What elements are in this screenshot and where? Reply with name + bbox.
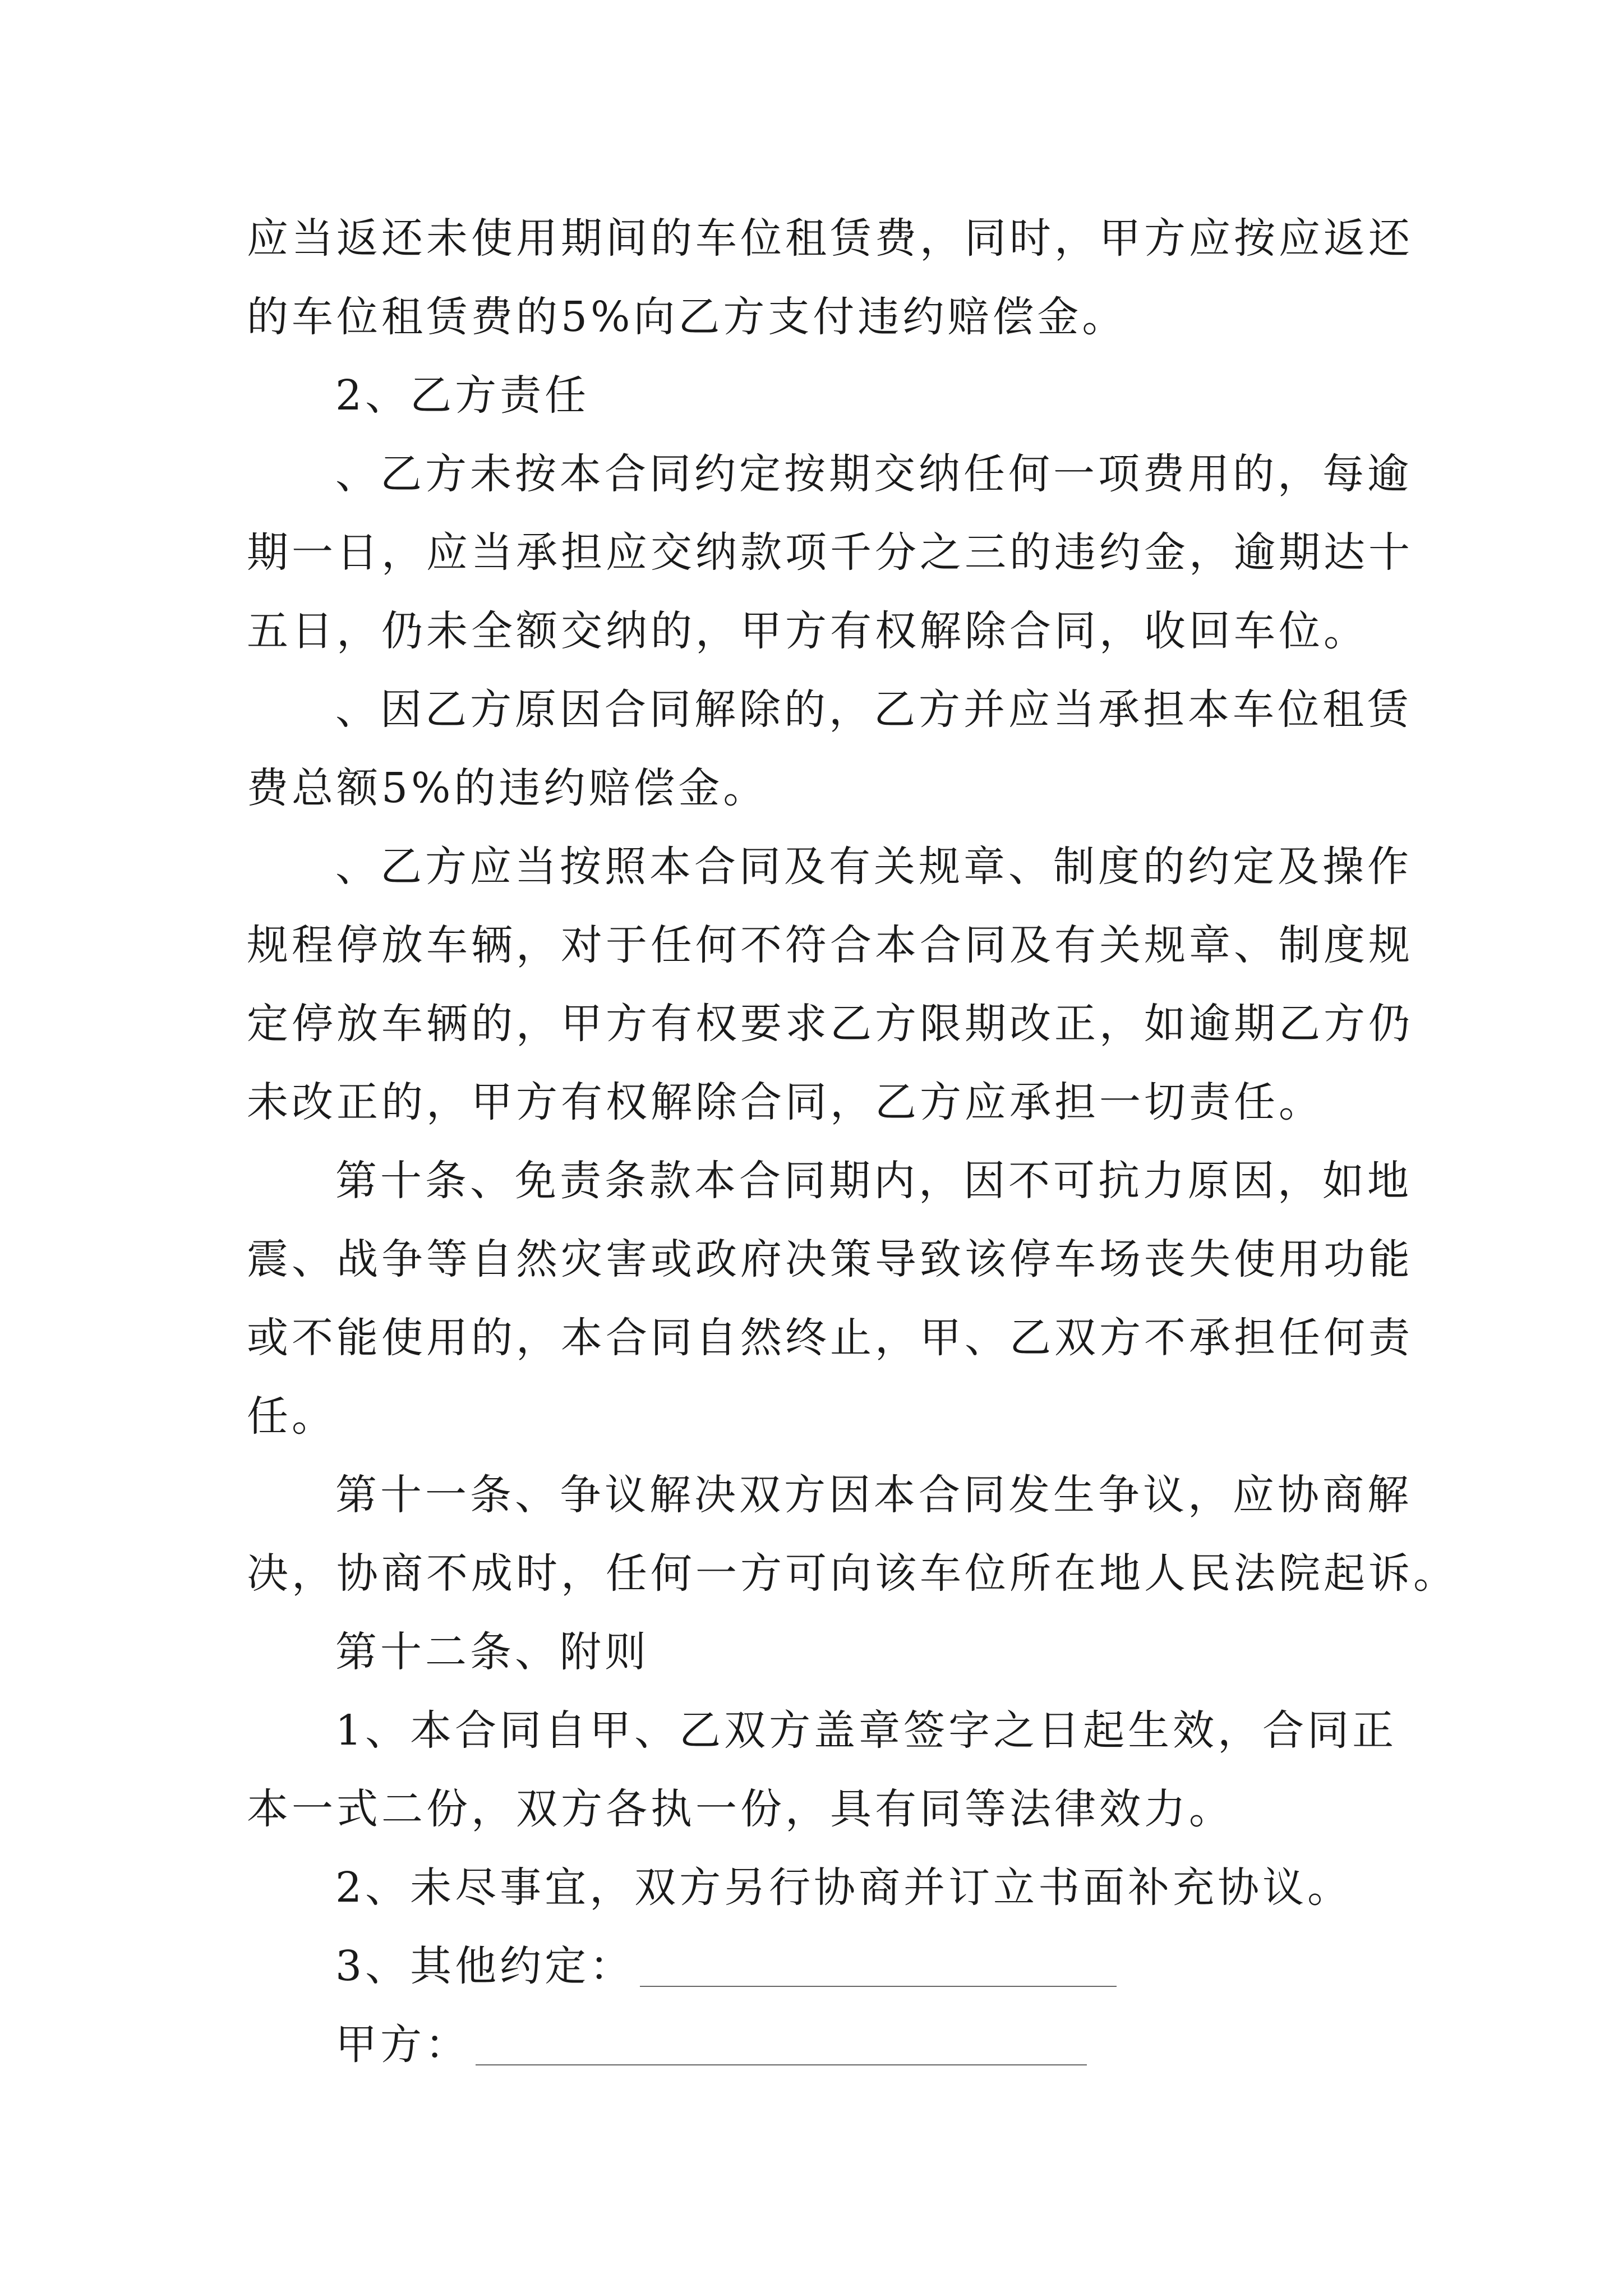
section-heading: 第十二条、附则 — [335, 1628, 649, 1676]
paragraph-line: 2、未尽事宜，双方另行协商并订立书面补充协议。 — [335, 1864, 1353, 1912]
paragraph-line: 的车位租赁费的5%向乙方支付违约赔偿金。 — [247, 293, 1127, 341]
paragraph-line: 费总额5%的违约赔偿金。 — [247, 764, 768, 812]
paragraph-line: 或不能使用的，本合同自然终止，甲、乙双方不承担任何责 — [247, 1314, 1413, 1362]
party-a-label: 甲方： — [335, 2021, 470, 2069]
paragraph-line: 、因乙方原因合同解除的，乙方并应当承担本车位租赁 — [335, 685, 1412, 734]
paragraph-line: 决，协商不成时，任何一方可向该车位所在地人民法院起诉。 — [247, 1549, 1458, 1598]
paragraph-line: 期一日，应当承担应交纳款项千分之三的违约金，逾期达十 — [247, 528, 1413, 577]
party-a-blank[interactable] — [476, 2024, 1087, 2065]
paragraph-line: 1、本合同自甲、乙双方盖章签字之日起生效，合同正 — [335, 1706, 1398, 1755]
paragraph-line: 未改正的，甲方有权解除合同，乙方应承担一切责任。 — [247, 1078, 1324, 1126]
paragraph-line: 定停放车辆的，甲方有权要求乙方限期改正，如逾期乙方仍 — [247, 1000, 1413, 1048]
other-agreement-row — [247, 1927, 1396, 2005]
party-a-row — [247, 2005, 1396, 2084]
paragraph-line: 应当返还未使用期间的车位租赁费，同时，甲方应按应返还 — [247, 214, 1413, 263]
paragraph-line: 第十条、免责条款本合同期内，因不可抗力原因，如地 — [335, 1157, 1412, 1205]
other-agreement-blank[interactable] — [640, 1945, 1117, 1987]
document-body — [247, 199, 1458, 2084]
paragraph-line: 五日，仍未全额交纳的，甲方有权解除合同，收回车位。 — [247, 607, 1368, 655]
paragraph-line: 任。 — [247, 1392, 336, 1441]
paragraph-line: 规程停放车辆，对于任何不符合本合同及有关规章、制度规 — [247, 921, 1413, 969]
paragraph-line: 、乙方未按本合同约定按期交纳任何一项费用的，每逾 — [335, 450, 1412, 498]
other-agreement-label: 3、其他约定： — [335, 1942, 635, 1990]
paragraph-line: 、乙方应当按照本合同及有关规章、制度的约定及操作 — [335, 843, 1412, 891]
paragraph-line: 本一式二份，双方各执一份，具有同等法律效力。 — [247, 1785, 1234, 1833]
paragraph-line: 第十一条、争议解决双方因本合同发生争议，应协商解 — [335, 1471, 1412, 1519]
paragraph-line: 震、战争等自然灾害或政府决策导致该停车场丧失使用功能 — [247, 1235, 1413, 1283]
section-heading: 2、乙方责任 — [335, 371, 590, 420]
